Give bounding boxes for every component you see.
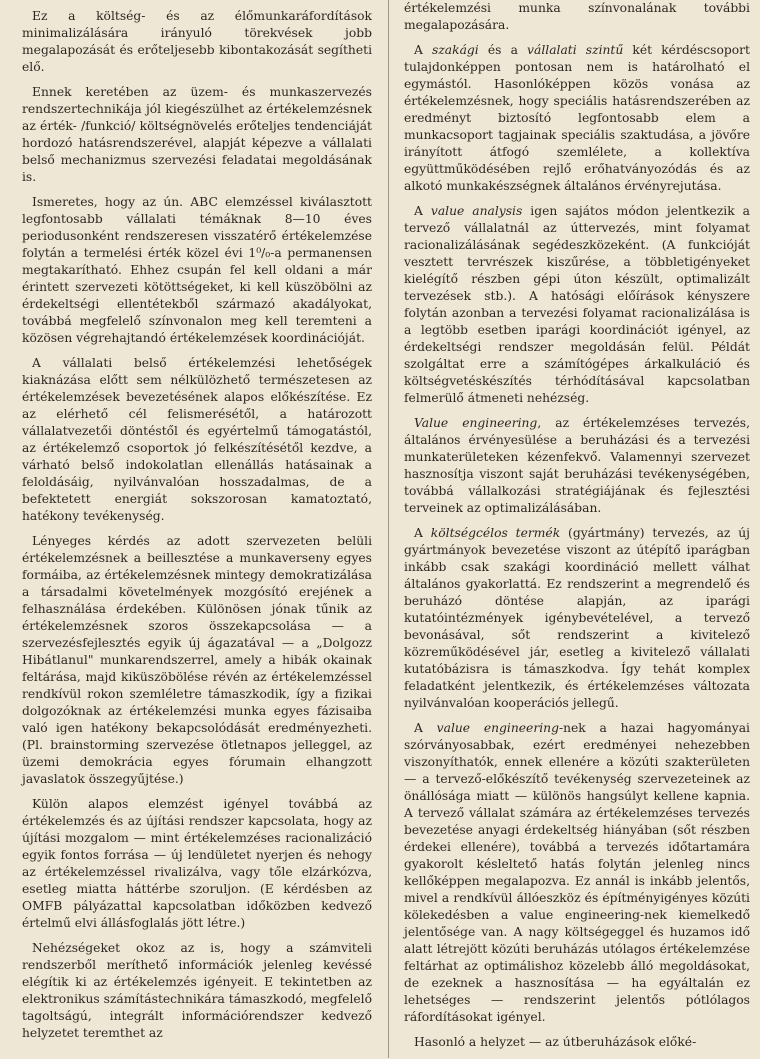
text-run: igen sajátos módon jelentkezik a tervező vállalatnál az úttervezés, mint folyamat racionalizálásának segédeszközeként. (A funkcióját vesztett tervrészek kiszűrése, a többletigényeket kielégítő részben gépi úton készült, optimalizált tervezések stb.). A hatósági előírások kényszere folytán azonban a tervezési folyamat racionalizálása is a legtöbb esetben iparági koordinációt igényel, az érdekeltségi rendszer megoldásán felül. Példát szolgáltat erre a számítógépes árkalkuláció és költségvetéskészítés térhódításával kapcsolatban felmerülő átmeneti nehézség. bbox=[404, 204, 750, 405]
paragraph: Külön alapos elemzést igényel továbbá az értékelemzés és az újítási rendszer kapcsolata, hogy az újítási mozgalom — mint értékelemzéses racionalizáció egyik fontos forrása — új lendületet nyerjen és nehogy az értékelemzéssel rivalizálva, vagy tőle elzárkózva, esetleg miatta háttérbe szoruljon. (E kérdésben az OMFB pályázattal kapcsolatban időközben kedvező értelmű elvi állásfoglalás jött létre.) bbox=[22, 797, 372, 930]
text-run: A bbox=[414, 43, 433, 57]
text-run: és a bbox=[478, 43, 528, 57]
paragraph: Ismeretes, hogy az ún. ABC elemzéssel kiválasztott legfontosabb vállalati témáknak 8—10 éves periodusonként rendszeresen visszatérő értékelemzése folytán a termelési érték közel évi 1⁰/₀-a permanensen megtakarítható. Ehhez csupán fel kell oldani a már érintett szervezeti kötöttségeket, ki kell küszöbölni az érdekeltségi ellentétekből származó akadályokat, továbbá megfelelő színvonalon meg kell teremteni a közösen végrehajtandó értékelemzések koordinációját. bbox=[22, 195, 372, 345]
text-run: (gyártmány) tervezés, az új gyártmányok bevezetése viszont az útépítő iparágban inkább csak szakági koordináció mellett válhat általános gyakorlattá. Ez rendszerint a megrendelő és beruházó döntése alapján, az iparági kutatóintézmények igénybevételével, a tervező bevonásával, sőt rendszerint a kivitelező közreműködésével jár, esetleg a kivitelező vállalati kutatóbázisra is támaszkodva. Így tehát komplex feladatként jelentkezik, és értékelemzéses változata nyilvánvalóan kooperációs jellegű. bbox=[404, 526, 750, 710]
paragraph bbox=[404, 203, 750, 407]
paragraph: Hasonló a helyzet — az útberuházások előké- bbox=[414, 1035, 697, 1049]
text-run: két kérdéscsoport tulajdonképpen pontosan nem is határolható el egymástól. Hasonlóképpen közös vonása az értékelemzésnek, hogy speciális hatásrendszerében az eredményt biztosító legfontosabb elem a munkacsoport tagjainak speciális szaktudása, a jövőre irányított átfogó szemlélete, a kollektíva együttműködésében rejlő erőhatványozódás és az alkotó munkakészségnek általános érvényrejutása. bbox=[404, 43, 750, 193]
paragraph: Lényeges kérdés az adott szervezeten belüli értékelemzésnek a beillesztése a munkaverseny egyes formáiba, az értékelemzésnek mintegy demokratizálása a társadalmi követelmények mozgósító erejének a felhasználása érdekében. Különösen jónak tűnik az értékelemzésnek szoros összekapcsolása — a szervezésfejlesztés egyik új ágazatával — a „Dolgozz Hibátlanul" munkarendszerrel, amely a hibák okainak feltárása, majd kiküszöbölése révén az értékelemzéssel rendkívül rokon szemléletre támaszkodik, így a fizikai dolgozóknak az értékelemzési munka egyes fázisaiba való igen hatékony bekapcsolódását eredményezheti. (Pl. brainstorming szervezése ötletnapos jelleggel, az üzemi demokrácia egyes fórumain elhangzott javaslatok összegyűjtése.) bbox=[22, 534, 372, 786]
italic-term: Value engineering bbox=[414, 416, 538, 430]
paragraph bbox=[404, 525, 750, 712]
paragraph bbox=[404, 415, 750, 517]
right-column bbox=[404, 0, 750, 1059]
paragraph: A vállalati belső értékelemzési lehetőségek kiaknázása előtt sem nélkülözhető természetesen az értékelemzések bevezetésének alapos előkészítése. Ez az elérhető cél felismerésétől, a határozott vállalatvezetői döntéstől és egyértelmű támogatástól, az értékelemző csoportok jó felkészítésétől kezdve, a várható belső indokolatlan ellenállás hatásainak a feloldásáig, nyilvánvalóan hosszadalmas, de a befektetett energiát sokszorosan kamatoztató, hatékony tevékenység. bbox=[22, 356, 372, 523]
italic-term: szakági bbox=[432, 43, 479, 57]
text-run: , az értékelemzéses tervezés, általános érvényesülése a beruházási és a tervezési munkaterületeken kézenfekvő. Valamennyi szervezet hasznosítja viszont saját beruházási tevékenységében, továbbá vállalkozási stratégiájának és fejlesztési terveinek az optimalizálásában. bbox=[404, 416, 750, 515]
italic-term: vállalati szintű bbox=[527, 43, 624, 57]
italic-term: value engineering bbox=[436, 721, 559, 735]
left-column bbox=[22, 0, 372, 1050]
italic-term: value analysis bbox=[430, 204, 523, 218]
text-run: A bbox=[414, 721, 437, 735]
text-run: A bbox=[414, 526, 431, 540]
paragraph: Ennek keretében az üzem- és munkaszervezés rendszertechnikája jól kiegészülhet az értékelemzésnek az érték- /funkció/ költségnövelés erőteljes tendenciáját hordozó hatásrendszerével, alapját képezve a vállalati belső mechanizmus szervezési feladatai megoldásának is. bbox=[22, 85, 372, 184]
paragraph: Ez a költség- és az élőmunkaráfordítások minimalizálására irányuló törekvések jobb megalapozását és erőteljesebb kibontakozását segítheti elő. bbox=[22, 9, 372, 74]
paragraph: Nehézségeket okoz az is, hogy a számviteli rendszerből meríthető információk jelenleg kevéssé elégítik ki az értékelemzés igényeit. E tekintetben az elektronikus számítástechnikára támaszkodó, megfelelő tagoltságú, integrált információrendszer kedvező helyzetet teremthet az bbox=[22, 941, 372, 1040]
paragraph-continuation: értékelemzési munka színvonalának további megalapozására. bbox=[404, 1, 750, 32]
paragraph bbox=[404, 42, 750, 195]
text-run: -nek a hazai hagyományai szórványosabbak, ezért eredményei nehezebben viszonyíthatók, ennek ellenére a közúti szakterületen — a tervező-előkészítő tevékenység szervezeteinek az önállósága miatt — különös hangsúlyt kellene kapnia. A tervező vállalat számára az értékelemzéses tervezés bevezetése anyagi érdekeltség hiányában (sőt részben érdekei ellenére), továbbá a tervezés időtartamára gyakorolt késleltető hatás folytán jelenleg nincs kellőképpen megalapozva. Ez annál is inkább jelentős, mivel a rendkívül állóeszköz és építményigényes közúti kölekedésben a value engineering-nek kiemelkedő jelentősége van. A nagy költségeggel és huzamos idő alatt létrejött közúti beruházás utólagos értékelemzése feltárhat az optimálishoz közelebb álló megoldásokat, de ezeknek a hasznosítása — ha egyáltalán ez lehetséges — rendszerint jelentős pótlólagos ráfordításokat igényel. bbox=[404, 721, 750, 1024]
column-divider bbox=[388, 0, 389, 1058]
paragraph bbox=[404, 720, 750, 1026]
text-run: A bbox=[414, 204, 431, 218]
italic-term: költségcélos termék bbox=[430, 526, 561, 540]
